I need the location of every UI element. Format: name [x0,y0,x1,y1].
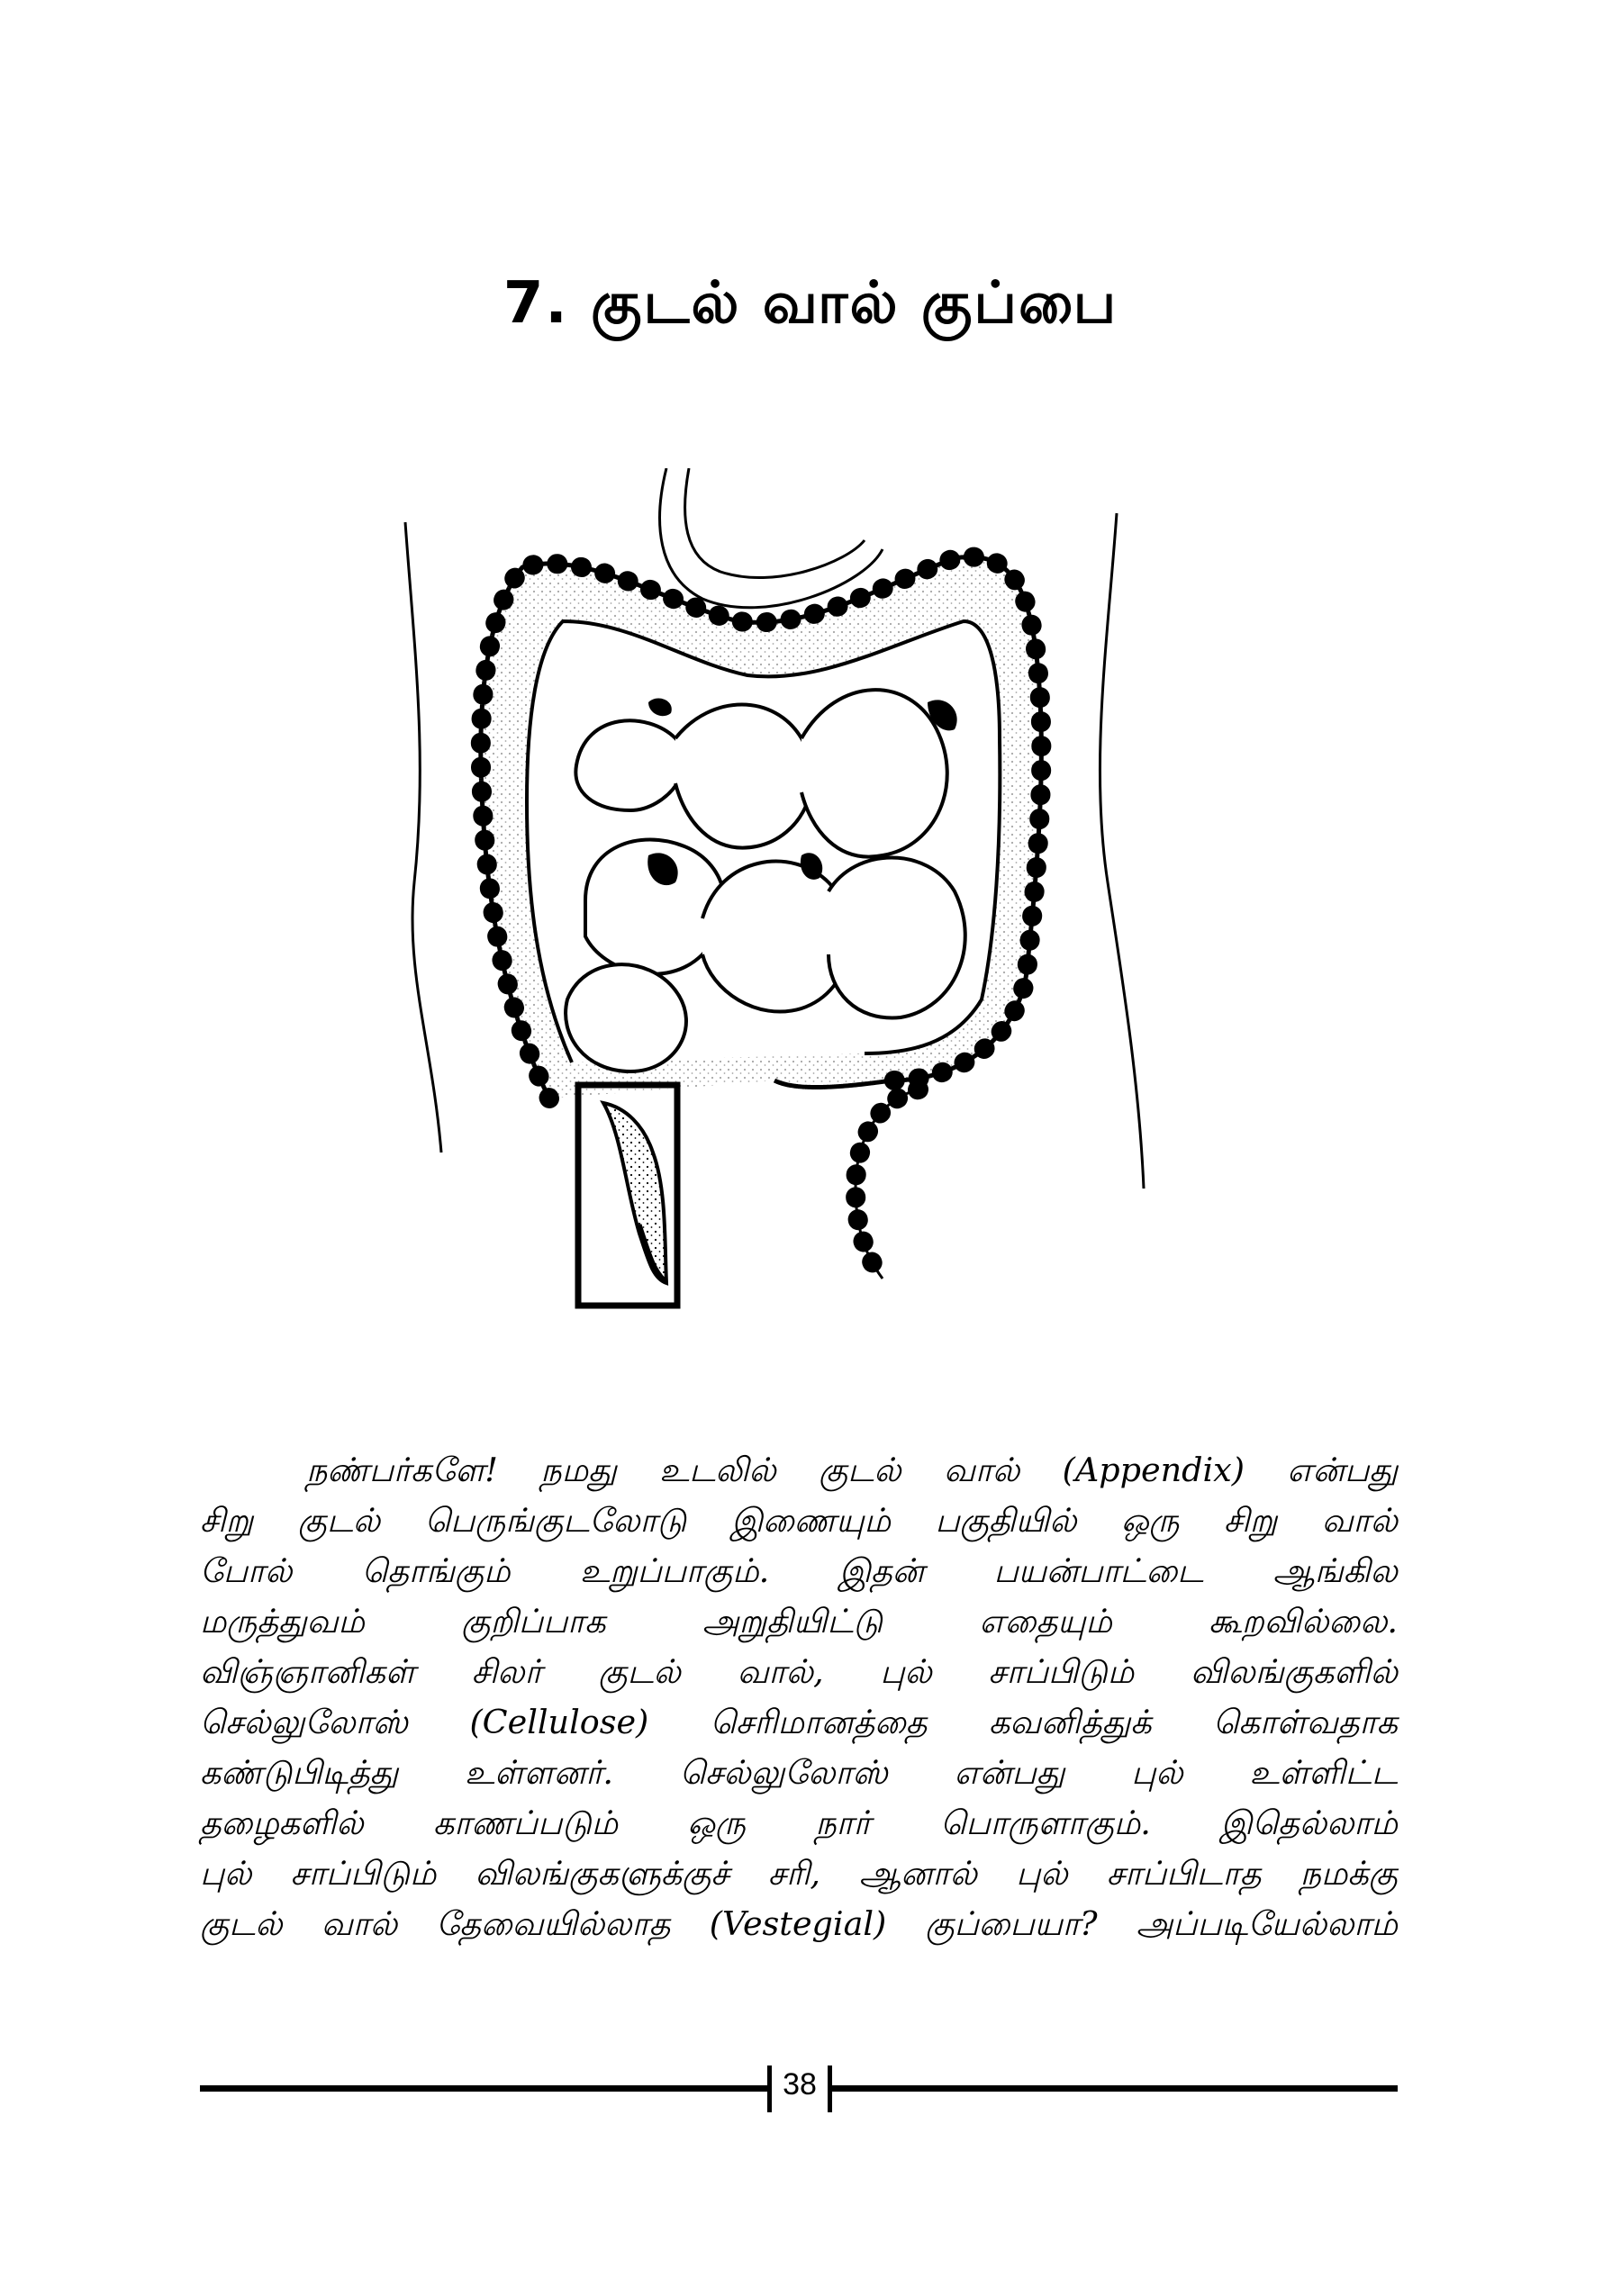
body-line: தழைகளில் காணப்படும் ஒரு நார் பொருளாகும். இதெல்லாம் [200,1803,1398,1842]
body-line: மருத்துவம் குறிப்பாக அறுதியிட்டு எதையும் கூறவில்லை. [200,1602,1398,1641]
body-line: புல் சாப்பிடும் விலங்குகளுக்குச் சரி, ஆனால் புல் சாப்பிடாத நமக்கு [200,1854,1398,1893]
chapter-title: 7. குடல் வால் குப்பை [503,270,1118,337]
footer-rule-left [200,2085,767,2092]
body-line: சிறு குடல் பெருங்குடலோடு இணையும் பகுதியில் ஒரு சிறு வால் [200,1501,1398,1540]
body-line: விஞ்ஞானிகள் சிலர் குடல் வால், புல் சாப்பிடும் விலங்குகளில் [200,1652,1398,1691]
footer-rule-right [832,2085,1398,2092]
body-line: செல்லுலோஸ் (Cellulose) செரிமானத்தை கவனித்துக் கொள்வதாக [200,1703,1398,1741]
body-line: போல் தொங்கும் உறுப்பாகும். இதன் பயன்பாட்டை ஆங்கில [200,1551,1398,1590]
page-number: 38 [783,2067,817,2102]
body-line: நண்பர்களே! நமது உடலில் குடல் வால் (Appendix) என்பது [306,1451,1398,1489]
body-line: குடல் வால் தேவையில்லாத (Vestegial) குப்பையா? அப்படியேல்லாம் [200,1904,1398,1943]
intestine-illustration [378,468,1171,1324]
body-line: கண்டுபிடித்து உள்ளனர். செல்லுலோஸ் என்பது புல் உள்ளிட்ட [200,1753,1398,1792]
page-footer [200,2062,1398,2116]
body-paragraph [200,1445,1398,1949]
footer-bar-left [767,2065,772,2112]
